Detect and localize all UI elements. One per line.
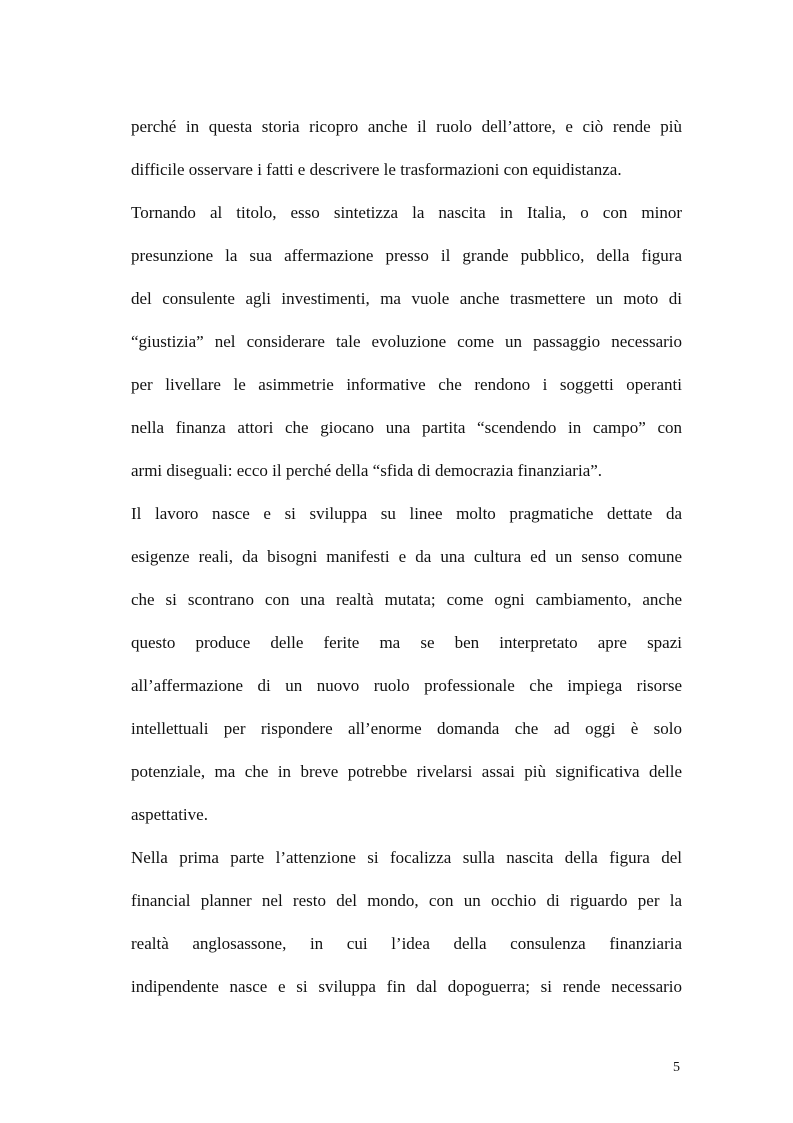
text-line: Nella prima parte l’attenzione si focalizza sulla nascita della figura del [131,848,682,867]
text-line: intellettuali per rispondere all’enorme domanda che ad oggi è solo [131,719,682,738]
text-line: Tornando al titolo, esso sintetizza la nascita in Italia, o con minor [131,203,682,222]
text-line: nella finanza attori che giocano una partita “scendendo in campo” con [131,418,682,437]
text-line: potenziale, ma che in breve potrebbe rivelarsi assai più significativa delle [131,762,682,781]
text-line: per livellare le asimmetrie informative che rendono i soggetti operanti [131,375,682,394]
text-line: questo produce delle ferite ma se ben interpretato apre spazi [131,633,682,652]
page-number: 5 [673,1060,680,1075]
text-line: del consulente agli investimenti, ma vuole anche trasmettere un moto di [131,289,682,308]
text-line: presunzione la sua affermazione presso il grande pubblico, della figura [131,246,682,265]
text-line: perché in questa storia ricopro anche il ruolo dell’attore, e ciò rende più [131,117,682,136]
text-line: che si scontrano con una realtà mutata; come ogni cambiamento, anche [131,590,682,609]
text-line: realtà anglosassone, in cui l’idea della consulenza finanziaria [131,934,682,953]
text-line: aspettative. [131,805,208,824]
text-line: armi diseguali: ecco il perché della “sfida di democrazia finanziaria”. [131,461,603,480]
text-line: all’affermazione di un nuovo ruolo professionale che impiega risorse [131,676,682,695]
text-line: Il lavoro nasce e si sviluppa su linee molto pragmatiche dettate da [131,504,682,523]
text-line: “giustizia” nel considerare tale evoluzione come un passaggio necessario [131,332,682,351]
text-line: esigenze reali, da bisogni manifesti e da una cultura ed un senso comune [131,547,682,566]
text-line: indipendente nasce e si sviluppa fin dal dopoguerra; si rende necessario [131,977,682,996]
text-line: difficile osservare i fatti e descrivere le trasformazioni con equidistanza. [131,160,622,179]
text-line: financial planner nel resto del mondo, con un occhio di riguardo per la [131,891,682,910]
